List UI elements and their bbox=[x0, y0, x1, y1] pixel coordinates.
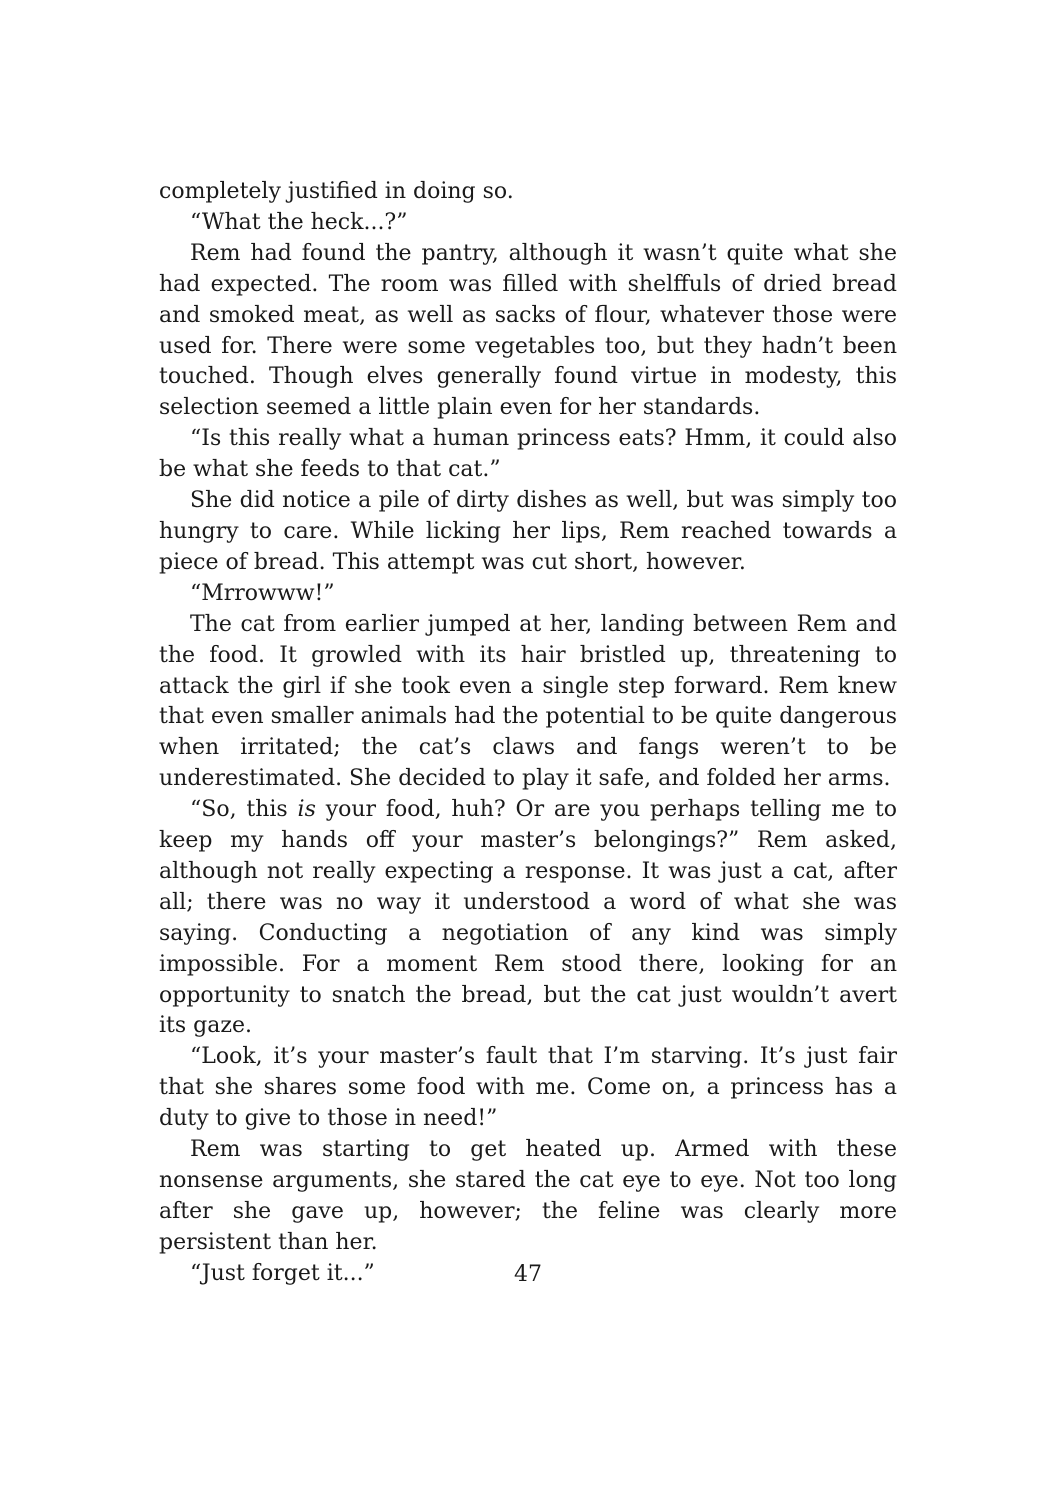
paragraph bbox=[159, 795, 897, 1042]
paragraph bbox=[159, 610, 897, 795]
paragraph-text: She did notice a pile of dirty dishes as well, but was simply too hungry to care. While licking her lips, Rem reached towards a piece of bread. This attempt was cut short, however. bbox=[159, 488, 897, 575]
paragraph-text: “Look, it’s your master’s fault that I’m starving. It’s just fair that she shares some food with me. Come on, a princess has a duty to give to those in need!” bbox=[159, 1044, 897, 1132]
paragraph bbox=[159, 424, 897, 486]
body-text bbox=[159, 177, 897, 1290]
paragraph bbox=[159, 1042, 897, 1135]
paragraph-text: “Is this really what a human princess eats? Hmm, it could also be what she feeds to that cat.” bbox=[159, 426, 897, 483]
paragraph-text: Rem had found the pantry, although it wasn’t quite what she had expected. The room was filled with shelffuls of dried bread and smoked meat, as well as sacks of flour, whatever those were used for. There were some vegetables too, but they hadn’t been touched. Though elves generally found virtue in modesty, this selection seemed a little plain even for her standards. bbox=[159, 240, 897, 421]
paragraph-text: Rem was starting to get heated up. Armed with these nonsense arguments, she stared the cat eye to eye. Not too long after she gave up, however; the feline was clearly more persistent than her. bbox=[159, 1137, 897, 1255]
paragraph-text: completely justified in doing so. bbox=[159, 179, 514, 204]
page-number: 47 bbox=[514, 1262, 542, 1287]
paragraph-text: “Mrrowww!” bbox=[190, 580, 335, 606]
paragraph bbox=[159, 1135, 897, 1259]
paragraph-text: “So, this bbox=[190, 797, 298, 823]
paragraph bbox=[159, 208, 897, 239]
paragraph bbox=[159, 579, 897, 610]
paragraph bbox=[159, 239, 897, 424]
paragraph-text: “What the heck...?” bbox=[190, 209, 408, 235]
paragraph bbox=[159, 177, 897, 208]
paragraph-text: The cat from earlier jumped at her, landing between Rem and the food. It growled with its hair bristled up, threatening to attack the girl if she took even a single step forward. Rem knew that even smaller animals had the potential to be quite dangerous when irritated; the cat’s claws and fangs weren’t to be underestimated. She decided to play it safe, and folded her arms. bbox=[159, 611, 897, 792]
paragraph-text: your food, huh? Or are you perhaps telling me to keep my hands off your master’s belongings?” Rem asked, although not really expecting a response. It was just a cat, after all; there was no way it understood a word of what she was saying. Conducting a negotiation of any kind was simply impossible. For a moment Rem stood there, looking for an opportunity to snatch the bread, but the cat just wouldn’t avert its gaze. bbox=[159, 797, 897, 1039]
italic-text: is bbox=[297, 797, 316, 823]
paragraph bbox=[159, 486, 897, 579]
paragraph-text: “Just forget it...” bbox=[190, 1260, 375, 1286]
